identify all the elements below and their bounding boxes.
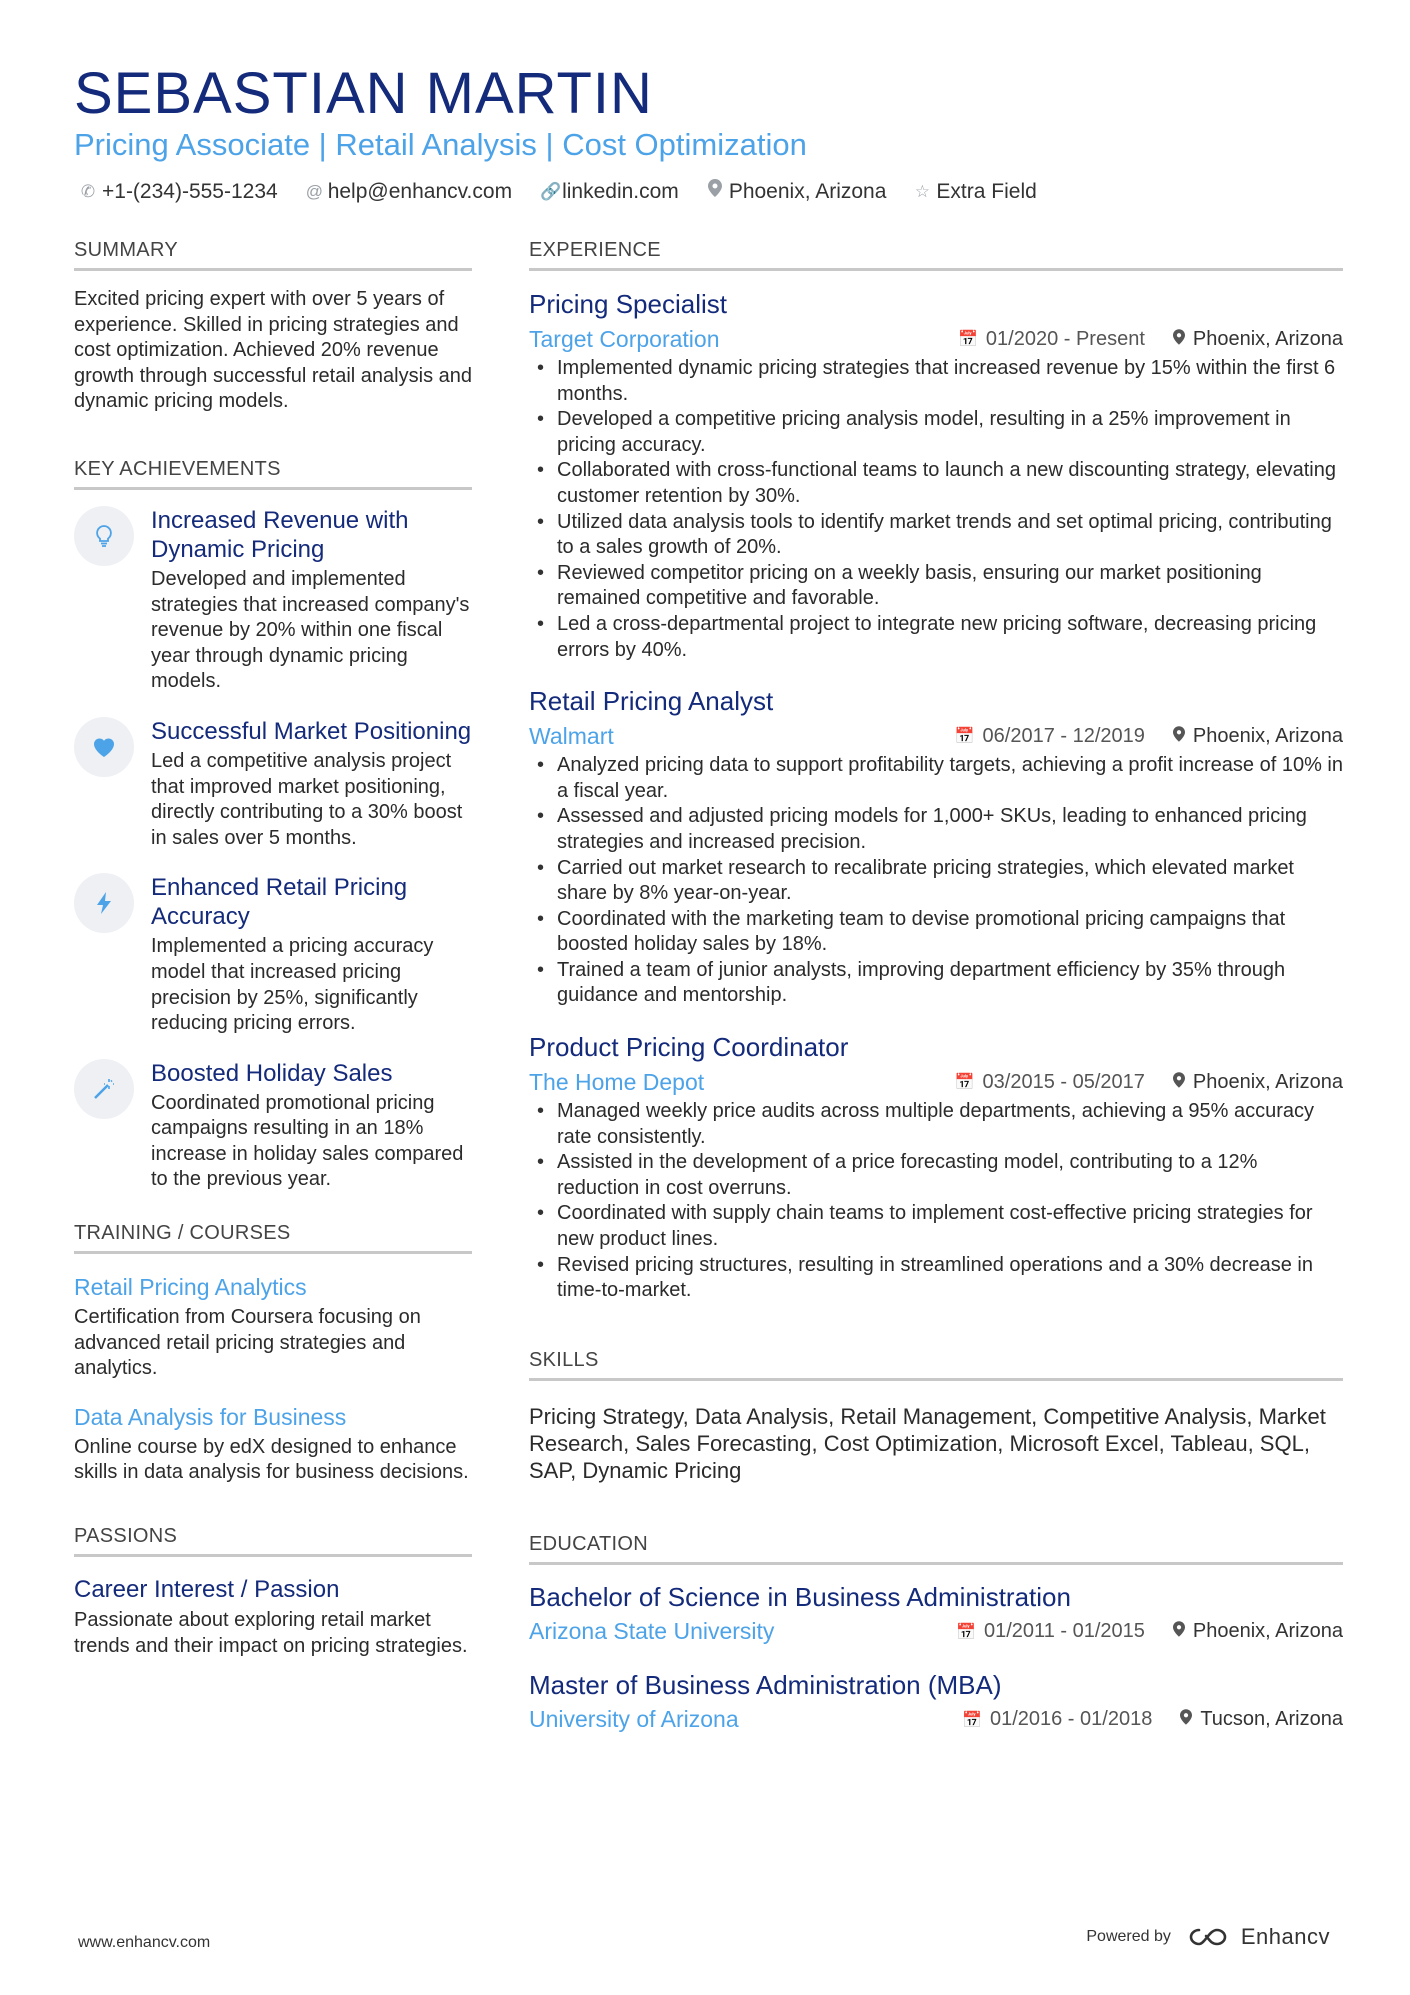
powered-by-label: Powered by [1086,1928,1171,1945]
job-bullet: • Assessed and adjusted pricing models for 1,000+ SKUs, leading to enhanced pricing strategies and increased precision. [529,804,1343,855]
infinity-logo-icon [1187,1926,1233,1948]
location-pin-icon [1180,1709,1192,1730]
education-location: Tucson, Arizona [1200,1708,1343,1731]
job-bullet: • Collaborated with cross-functional teams to launch a new discounting strategy, elevating customer retention by 30%. [529,458,1343,509]
achievement-item [74,717,472,851]
passion-desc: Passionate about exploring retail market trends and their impact on pricing strategies. [74,1609,468,1657]
achievements-heading: KEY ACHIEVEMENTS [74,455,472,490]
location-pin-icon [1173,726,1185,747]
job-bullet: • Managed weekly price audits across multiple departments, achieving a 95% accuracy rate consistently. [529,1099,1343,1150]
lightbulb-icon [74,506,134,566]
achievement-item [74,1059,472,1193]
link-icon: 🔗 [540,182,562,201]
achievement-item [74,873,472,1036]
location-pin-icon [1173,1621,1185,1642]
achievement-title: Increased Revenue with Dynamic Pricing [151,506,409,563]
location-pin-icon [707,178,723,206]
passion-title: Career Interest / Passion [74,1576,340,1604]
contact-extra [914,178,1036,206]
contact-extra-text: Extra Field [936,180,1037,203]
education-entry [529,1669,1343,1735]
job-bullet: • Trained a team of junior analysts, improving department efficiency by 35% through guidance and mentorship. [529,958,1343,1009]
education-school: University of Arizona [529,1706,739,1733]
calendar-icon: 📅 [954,728,975,746]
calendar-icon: 📅 [956,1623,976,1641]
education-dates: 01/2011 - 01/2015 [984,1620,1145,1643]
brand-name: Enhancv [1240,1924,1330,1949]
at-icon: @ [305,182,323,201]
experience-heading: EXPERIENCE [529,236,1343,271]
job-location: Phoenix, Arizona [1192,327,1343,350]
calendar-icon: 📅 [962,1711,982,1729]
footer-branding [1086,1924,1330,1950]
achievement-desc: Developed and implemented strategies that increased company's revenue by 20% within one fiscal year through dynamic pricing models. [151,567,470,693]
right-column [529,236,1343,1735]
contact-phone-text: +1-(234)-555-1234 [102,180,278,203]
job-bullet: • Carried out market research to recalibrate pricing strategies, which elevated market share by 8% year-on-year. [529,856,1343,907]
job-title: Pricing Specialist [529,289,727,319]
footer-website[interactable]: www.enhancv.com [78,1934,211,1951]
job-bullets [529,356,1343,663]
job-bullet: • Implemented dynamic pricing strategies that increased revenue by 15% within the first 6 months. [529,356,1343,407]
achievement-desc: Led a competitive analysis project that improved market positioning, directly contributing to a 30% boost in sales over 5 months. [151,749,463,849]
magic-wand-icon [74,1059,134,1119]
candidate-name: SEBASTIAN MARTIN [74,61,653,126]
left-column [74,236,472,1659]
calendar-icon: 📅 [954,1074,975,1092]
education-location: Phoenix, Arizona [1192,1620,1343,1643]
job-entry [529,685,1343,1009]
job-bullet: • Coordinated with the marketing team to devise promotional pricing campaigns that boosted holiday sales by 18%. [529,907,1343,958]
achievement-title: Enhanced Retail Pricing Accuracy [151,874,408,931]
skills-heading: SKILLS [529,1346,1343,1381]
job-bullet: • Led a cross-departmental project to integrate new pricing software, decreasing pricing errors by 40%. [529,612,1343,663]
phone-icon: ✆ [80,182,96,201]
job-company: Walmart [529,722,614,749]
education-degree: Master of Business Administration (MBA) [529,1669,1002,1700]
education-heading: EDUCATION [529,1530,1343,1565]
job-entry [529,1031,1343,1304]
job-dates: 01/2020 - Present [985,327,1145,350]
achievement-title: Successful Market Positioning [151,717,472,745]
location-pin-icon [1173,1072,1185,1093]
contact-email-text: help@enhancv.com [327,180,513,203]
job-entry [529,288,1343,663]
contact-location [707,178,887,206]
course-title: Retail Pricing Analytics [74,1274,307,1301]
job-bullet: • Revised pricing structures, resulting in streamlined operations and a 30% decrease in time-to-market. [529,1253,1343,1304]
job-bullet: • Coordinated with supply chain teams to implement cost-effective pricing strategies for new product lines. [529,1201,1343,1252]
achievement-title: Boosted Holiday Sales [151,1059,393,1087]
course-item [74,1272,472,1382]
contact-linkedin-text: linkedin.com [562,180,679,203]
job-bullets [529,1099,1343,1304]
job-dates: 03/2015 - 05/2017 [982,1070,1145,1093]
job-location: Phoenix, Arizona [1192,1070,1343,1093]
course-title: Data Analysis for Business [74,1403,347,1430]
job-bullets [529,753,1343,1009]
contact-linkedin[interactable] [540,178,679,206]
summary-text: Excited pricing expert with over 5 years of experience. Skilled in pricing strategies and cost optimization. Achieved 20% revenue growth through successful retail analysis and dynamic pricing models. [74,288,472,413]
education-degree: Bachelor of Science in Business Administration [529,1581,1071,1612]
location-pin-icon [1173,329,1185,350]
contact-location-text: Phoenix, Arizona [728,180,887,203]
course-desc: Certification from Coursera focusing on advanced retail pricing strategies and analytics. [74,1306,421,1380]
achievement-item [74,506,472,695]
passions-heading: PASSIONS [74,1522,472,1557]
summary-heading: SUMMARY [74,236,472,271]
skills-text: Pricing Strategy, Data Analysis, Retail Management, Competitive Analysis, Market Research, Sales Forecasting, Cost Optimization, Microsoft Excel, Tableau, SQL, SAP, Dynamic Pricing [529,1403,1326,1483]
candidate-headline: Pricing Associate | Retail Analysis | Cost Optimization [74,127,807,162]
job-location: Phoenix, Arizona [1192,724,1343,747]
brand-logo[interactable] [1187,1924,1330,1950]
job-bullet: • Reviewed competitor pricing on a weekly basis, ensuring our market positioning remained competitive and favorable. [529,561,1343,612]
achievement-desc: Implemented a pricing accuracy model that increased pricing precision by 25%, significantly reducing pricing errors. [151,935,434,1035]
job-bullet: • Utilized data analysis tools to identify market trends and set optimal pricing, contributing to a sales growth of 20%. [529,510,1343,561]
contact-phone[interactable] [80,178,278,206]
calendar-icon: 📅 [957,331,978,348]
achievements-list [74,506,472,1193]
course-desc: Online course by edX designed to enhance skills in data analysis for business decisions. [74,1435,469,1484]
job-company: Target Corporation [529,325,720,352]
job-title: Retail Pricing Analyst [529,686,774,717]
job-dates: 06/2017 - 12/2019 [982,724,1145,747]
achievement-desc: Coordinated promotional pricing campaigns resulting in an 18% increase in holiday sales compared to the previous year. [151,1091,464,1191]
job-bullet: • Analyzed pricing data to support profitability targets, achieving a profit increase of 10% in a fiscal year. [529,753,1343,804]
passion-item [74,1575,472,1659]
job-title: Product Pricing Coordinator [529,1032,849,1063]
contact-email[interactable] [306,178,512,206]
education-school: Arizona State University [529,1618,775,1645]
lightning-icon [74,873,134,933]
heart-icon [74,717,134,777]
contact-bar [80,178,1037,206]
job-company: The Home Depot [529,1068,705,1095]
star-icon: ☆ [914,182,931,201]
training-heading: TRAINING / COURSES [74,1219,472,1254]
job-bullet: • Assisted in the development of a price forecasting model, contributing to a 12% reduction in cost overruns. [529,1150,1343,1201]
course-item [74,1402,472,1486]
education-dates: 01/2016 - 01/2018 [989,1708,1153,1731]
education-entry [529,1581,1343,1647]
job-bullet: • Developed a competitive pricing analysis model, resulting in a 25% improvement in pricing accuracy. [529,407,1343,458]
